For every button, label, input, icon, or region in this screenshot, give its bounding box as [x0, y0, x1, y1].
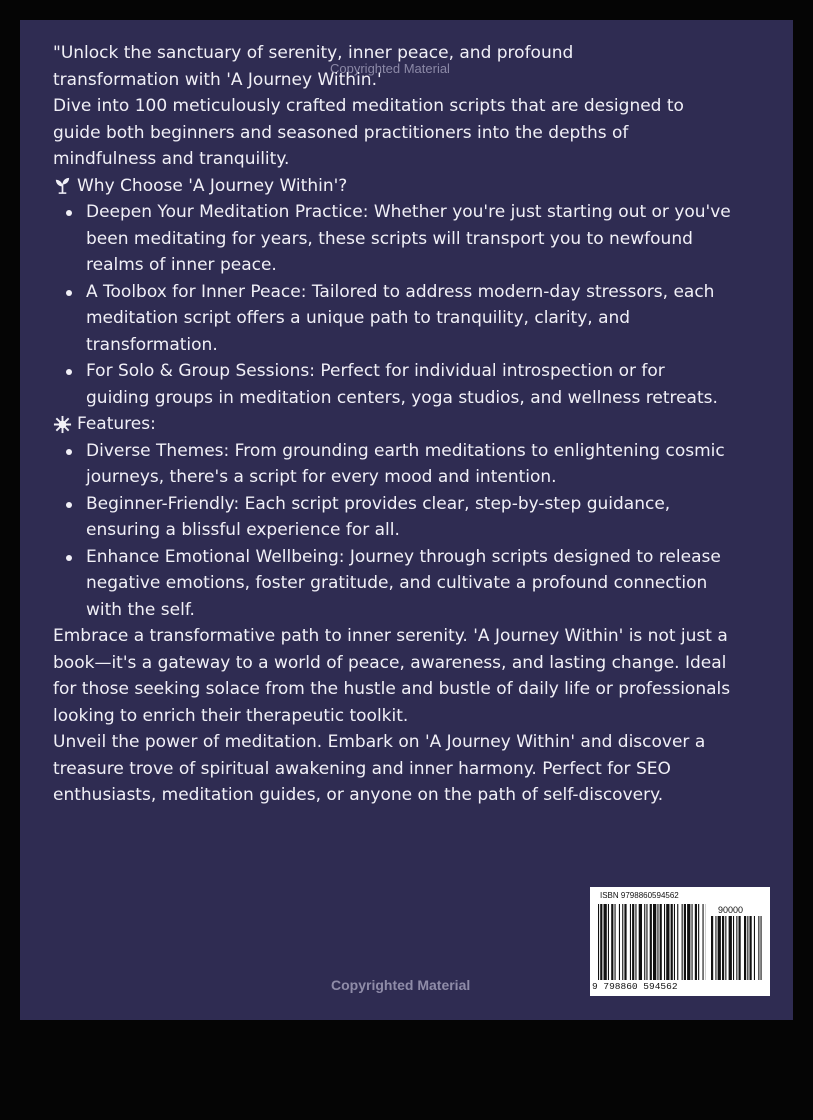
barcode-bar — [624, 904, 626, 980]
intro-line-1: "Unlock the sanctuary of serenity, inner peace, and profound — [53, 43, 574, 63]
barcode-bar — [674, 904, 675, 980]
barcode-bar — [653, 904, 656, 980]
book-back-cover — [20, 20, 793, 1020]
barcode-bar — [622, 904, 623, 980]
barcode-bar — [677, 904, 678, 980]
list-item: Diverse Themes: From grounding earth meditations to enlightening cosmic journeys, there's a script for every mood and intention. — [53, 438, 733, 491]
barcode-bar — [718, 916, 721, 980]
intro-line-2: transformation with 'A Journey Within.' — [53, 69, 382, 90]
why-choose-list — [53, 199, 733, 411]
barcode-bar — [698, 904, 699, 980]
list-item: A Toolbox for Inner Peace: Tailored to address modern-day stressors, each meditation script offers a unique path to tranquility, clarity, and transformation. — [53, 279, 733, 359]
barcode-bar — [747, 916, 748, 980]
blurb-content — [53, 40, 733, 809]
barcode-bar — [604, 904, 607, 980]
list-item: Enhance Emotional Wellbeing: Journey through scripts designed to release negative emotions, foster gratitude, and cultivate a profound connection with the self. — [53, 544, 733, 624]
barcode-bar — [608, 904, 609, 980]
why-choose-heading — [53, 173, 733, 200]
barcode-bar — [639, 904, 642, 980]
barcode-bar — [615, 904, 616, 980]
closing-paragraph-2: Unveil the power of meditation. Embark on 'A Journey Within' and discover a treasure trove of spiritual awakening and inner harmony. Perfect for SEO enthusiasts, meditation guides, or anyone on the path of self-discovery. — [53, 732, 706, 805]
bullet-icon — [66, 555, 72, 561]
barcode-bar — [684, 904, 686, 980]
price-code: 90000 — [718, 905, 744, 915]
barcode-bar — [750, 916, 752, 980]
barcode-bar — [722, 916, 724, 980]
copyright-watermark-bottom: Copyrighted Material — [331, 977, 471, 993]
barcode-digits: 9 798860 594562 — [592, 981, 678, 992]
barcode-bar — [725, 916, 726, 980]
barcode-bar — [733, 916, 734, 980]
barcode-bar — [632, 904, 634, 980]
intro-paragraph: Dive into 100 meticulously crafted meditation scripts that are designed to guide both beginners and seasoned practitioners into the depths of mindfulness and tranquility. — [53, 96, 684, 169]
sparkle-icon — [53, 415, 72, 434]
bullet-icon — [66, 502, 72, 508]
barcode-bar — [650, 904, 652, 980]
barcode-bar — [695, 904, 697, 980]
why-choose-heading-text: Why Choose 'A Journey Within'? — [77, 175, 348, 196]
barcode-bars-main — [598, 904, 706, 980]
barcode-bar — [703, 904, 704, 980]
bullet-icon — [66, 369, 72, 375]
bullet-icon — [66, 290, 72, 296]
barcode-bar — [646, 904, 647, 980]
barcode-bar — [715, 916, 716, 980]
copyright-watermark-top: Copyrighted Material — [330, 61, 450, 76]
barcode-bar — [711, 916, 713, 980]
list-item: For Solo & Group Sessions: Perfect for individual introspection or for guiding groups in meditation centers, yoga studios, and wellness retreats. — [53, 358, 733, 411]
barcode-bar — [729, 916, 732, 980]
isbn-label: ISBN 9798860594562 — [600, 891, 679, 900]
barcode-bar — [671, 904, 673, 980]
barcode-bar — [754, 916, 755, 980]
barcode-bar — [739, 916, 741, 980]
list-item: Deepen Your Meditation Practice: Whether you're just starting out or you've been meditating for years, these scripts will transport you to newfound realms of inner peace. — [53, 199, 733, 279]
barcode-bar — [687, 904, 690, 980]
barcode-bar — [692, 904, 693, 980]
closing-paragraph-1: Embrace a transformative path to inner serenity. 'A Journey Within' is not just a book—it's a gateway to a world of peace, awareness, and lasting change. Ideal for those seeking solace from the hustle and bustle of daily life or professionals looking to enrich their therapeutic toolkit. — [53, 626, 731, 726]
barcode-bar — [598, 904, 599, 980]
barcode-bar — [644, 904, 645, 980]
barcode-bar — [682, 904, 683, 980]
barcode-bar — [666, 904, 669, 980]
barcode-bar — [736, 916, 737, 980]
sprout-icon — [53, 176, 72, 195]
bullet-icon — [66, 449, 72, 455]
barcode-bar — [619, 904, 620, 980]
barcode-bar — [744, 916, 746, 980]
barcode-bar — [761, 916, 762, 980]
bullet-icon — [66, 210, 72, 216]
barcode-bar — [611, 904, 613, 980]
barcode-bar — [660, 904, 662, 980]
features-heading — [53, 411, 733, 438]
barcode-bar — [600, 904, 602, 980]
barcode-bar — [630, 904, 631, 980]
isbn-barcode — [590, 887, 770, 996]
list-item: Beginner-Friendly: Each script provides clear, step-by-step guidance, ensuring a blissful experience for all. — [53, 491, 733, 544]
features-list — [53, 438, 733, 624]
barcode-bars-addon — [711, 916, 763, 980]
barcode-bar — [664, 904, 665, 980]
barcode-bar — [758, 916, 759, 980]
barcode-bar — [657, 904, 658, 980]
features-heading-text: Features: — [77, 414, 156, 434]
barcode-bar — [635, 904, 636, 980]
